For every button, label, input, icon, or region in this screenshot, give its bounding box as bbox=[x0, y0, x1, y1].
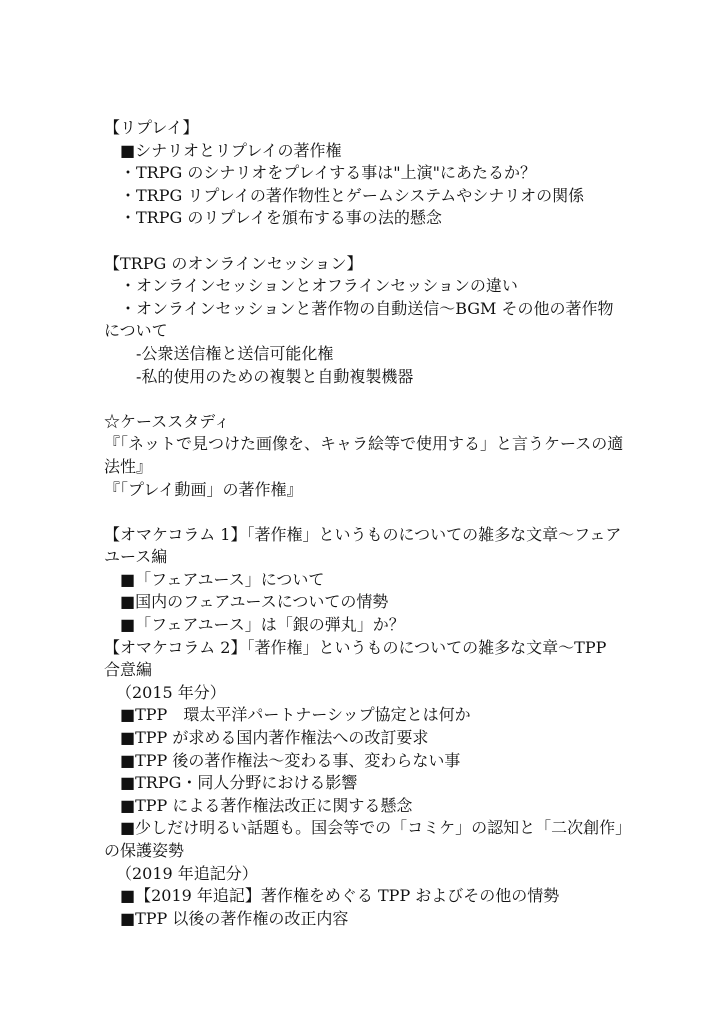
replay-item: ・TRPG のシナリオをプレイする事は"上演"にあたるか？ bbox=[120, 163, 536, 183]
column2-item: ■TPP 後の著作権法～変わる事、変わらない事 bbox=[120, 750, 461, 770]
blank-line bbox=[104, 388, 624, 411]
section-heading-online-session: 【TRPG のオンラインセッション】 bbox=[104, 253, 363, 273]
case-study-item: 『「プレイ動画」の著作権』 bbox=[104, 479, 303, 499]
replay-item: ・TRPG リプレイの著作物性とゲームシステムやシナリオの関係 bbox=[120, 185, 585, 205]
blank-line bbox=[104, 501, 624, 524]
column2-item: ■TPP による著作権法改正に関する懸念 bbox=[120, 795, 413, 815]
column2-year-label: （2019 年追記分） bbox=[116, 863, 258, 883]
table-of-contents bbox=[104, 117, 624, 930]
column2-item: ■TPP 環太平洋パートナーシップ協定とは何か bbox=[120, 705, 471, 725]
online-item-wrapped: ・オンラインセッションと著作物の自動送信～BGM その他の著作物について bbox=[104, 298, 614, 341]
section-heading-column-2: 【オマケコラム 2】「著作権」というものについての雑多な文章～TPP 合意編 bbox=[104, 637, 607, 680]
column2-item: ■TPP が求める国内著作権法への改訂要求 bbox=[120, 728, 429, 748]
section-heading-column-1: 【オマケコラム 1】「著作権」というものについての雑多な文章～フェアユース編 bbox=[104, 524, 622, 567]
section-heading-case-study: ☆ケーススタディ bbox=[104, 411, 230, 431]
online-sub-item: -私的使用のための複製と自動複製機器 bbox=[136, 366, 414, 386]
replay-item: ・TRPG のリプレイを頒布する事の法的懸念 bbox=[120, 208, 442, 228]
column1-item: ■国内のフェアユースについての情勢 bbox=[120, 592, 389, 612]
column2-item: ■TRPG・同人分野における影響 bbox=[120, 773, 358, 793]
column1-item: ■「フェアユース」は「銀の弾丸」か？ bbox=[120, 615, 405, 635]
blank-line bbox=[104, 230, 624, 253]
online-item: ・オンラインセッションとオフラインセッションの違い bbox=[120, 276, 518, 296]
section-heading-replay: 【リプレイ】 bbox=[104, 118, 199, 137]
replay-sub-heading: ■シナリオとリプレイの著作権 bbox=[120, 140, 342, 160]
column2-item: ■【2019 年追記】著作権をめぐる TPP およびその他の情勢 bbox=[120, 886, 560, 906]
column2-item-wrapped: ■少しだけ明るい話題も。国会等での「コミケ」の認知と「二次創作」の保護姿勢 bbox=[104, 818, 624, 860]
column1-item: ■「フェアユース」について bbox=[120, 569, 325, 589]
column2-item: ■TPP 以後の著作権の改正内容 bbox=[120, 908, 349, 928]
column2-year-label: （2015 年分） bbox=[116, 682, 226, 702]
case-study-item: 『「ネットで見つけた画像を、キャラ絵等で使用する」と言うケースの適法性』 bbox=[104, 434, 624, 476]
online-sub-item: -公衆送信権と送信可能化権 bbox=[136, 343, 334, 363]
